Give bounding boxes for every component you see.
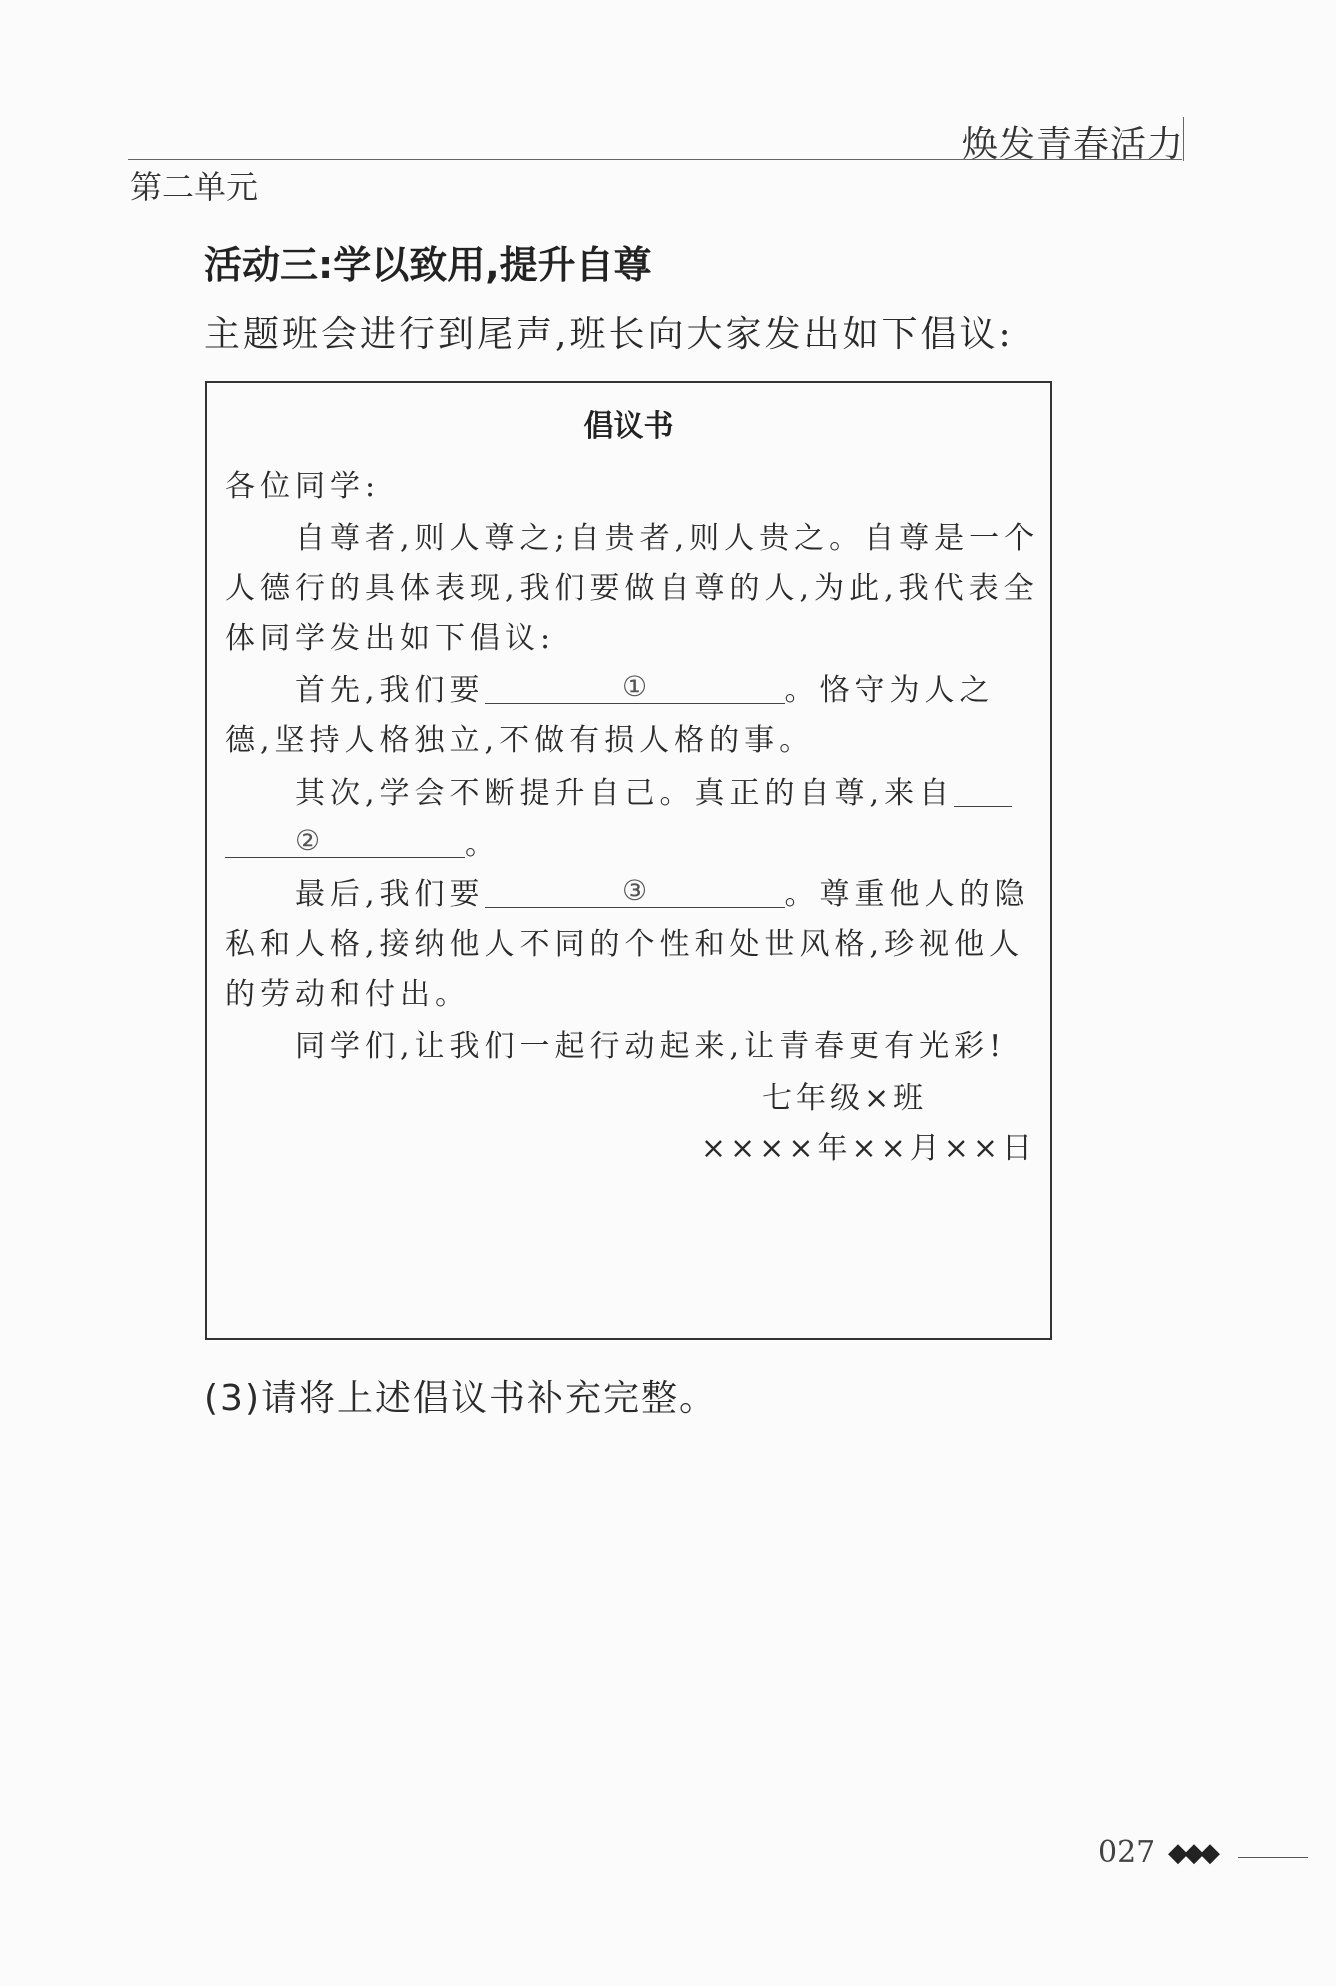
blank-1[interactable]	[485, 670, 785, 704]
footer-rule	[1238, 1857, 1308, 1858]
activity-title: 活动三:学以致用,提升自尊	[204, 243, 652, 287]
proposal-box	[205, 381, 1052, 1340]
last-point-line	[295, 869, 1030, 913]
signature-class: 七年级×班	[762, 1081, 928, 1116]
proposal-title: 倡议书	[583, 409, 674, 444]
blank-2-start[interactable]	[954, 776, 1012, 807]
second-point-text: 其次,学会不断提升自己。真正的自尊,来自	[295, 776, 955, 811]
blank-1-number: ①	[621, 670, 648, 703]
task-instruction: (3)请将上述倡议书补充完整。	[204, 1378, 717, 1419]
second-point-line-2	[225, 819, 500, 863]
closing-line: 同学们,让我们一起行动起来,让青春更有光彩!	[295, 1029, 1007, 1064]
last-point-prefix: 最后,我们要	[295, 877, 485, 912]
first-point-line	[295, 665, 995, 709]
page-number: 027	[1098, 1835, 1156, 1870]
blank-3-number: ③	[621, 874, 648, 907]
header-divider	[1183, 117, 1184, 161]
first-point-suffix: 。恪守为人之	[784, 673, 995, 708]
diamond-ornament-icon: ◆◆◆	[1168, 1838, 1216, 1868]
activity-intro: 主题班会进行到尾声,班长向大家发出如下倡议:	[204, 314, 1014, 355]
proposal-greeting: 各位同学:	[225, 469, 381, 504]
blank-3[interactable]	[485, 874, 785, 908]
second-point-line	[295, 768, 1012, 812]
blank-2[interactable]	[225, 824, 465, 858]
paragraph-line: 的劳动和付出。	[225, 977, 470, 1012]
paragraph-line: 自尊者,则人尊之;自贵者,则人贵之。自尊是一个	[295, 521, 1040, 556]
unit-label: 第二单元	[130, 168, 259, 206]
paragraph-line: 体同学发出如下倡议:	[225, 621, 556, 656]
last-point-suffix: 。尊重他人的隐	[784, 877, 1030, 912]
paragraph-line: 私和人格,接纳他人不同的个性和处世风格,珍视他人	[225, 927, 1025, 962]
paragraph-line: 德,坚持人格独立,不做有损人格的事。	[225, 723, 815, 758]
second-point-suffix: 。	[465, 827, 500, 862]
first-point-prefix: 首先,我们要	[295, 673, 485, 708]
blank-2-number: ②	[295, 824, 321, 857]
signature-date: ××××年××月××日	[700, 1131, 1036, 1166]
paragraph-line: 人德行的具体表现,我们要做自尊的人,为此,我代表全	[225, 571, 1039, 606]
header-title: 焕发青春活力	[961, 124, 1184, 165]
